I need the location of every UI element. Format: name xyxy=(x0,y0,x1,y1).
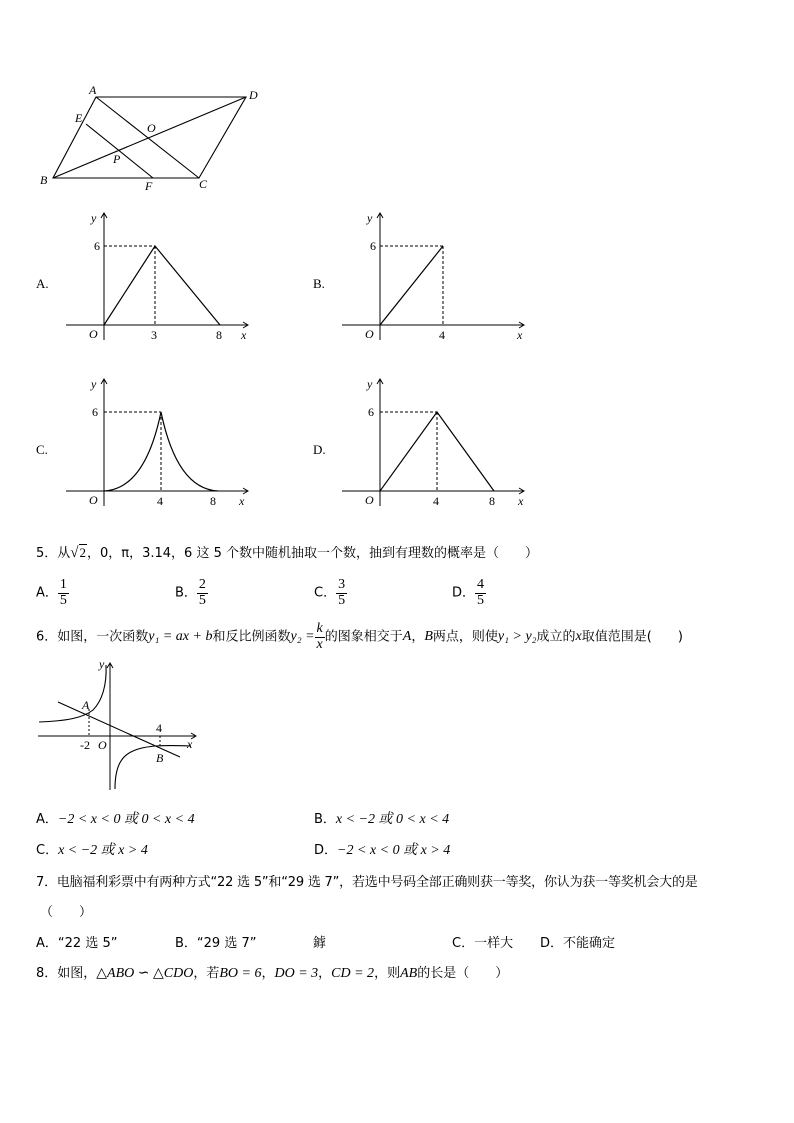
q5-option-b[interactable] xyxy=(175,578,208,608)
label-B: B xyxy=(40,173,48,187)
x-axis-label: x xyxy=(518,494,524,508)
q6-option-letter: C． xyxy=(36,843,59,858)
q7-option-letter: D． xyxy=(540,936,564,951)
parallelogram-figure xyxy=(35,80,275,195)
denominator: 5 xyxy=(477,592,485,608)
q6-option-letter: B． xyxy=(314,812,336,827)
q8-text-1: 8．如图， xyxy=(36,966,97,981)
numerator: k xyxy=(316,621,323,636)
q8-text-6: 的长是（ ） xyxy=(417,966,509,981)
x-tick-8: 8 xyxy=(489,494,495,508)
label-D: D xyxy=(249,88,258,102)
graph-option-c-letter: C. xyxy=(36,442,48,457)
question-6 xyxy=(36,622,683,652)
x-axis-label: x xyxy=(241,328,247,342)
q5-option-a[interactable] xyxy=(36,578,69,608)
label-C: C xyxy=(199,177,208,191)
y-axis-label: y xyxy=(367,377,373,391)
fraction xyxy=(336,578,347,608)
q6-inverse-function: y₂ = xyxy=(290,628,315,644)
label-P: P xyxy=(113,152,121,166)
origin-label: O xyxy=(89,327,98,341)
q5-option-c[interactable] xyxy=(314,578,347,608)
graph-option-d-letter: D. xyxy=(313,442,326,457)
q7-option-c[interactable] xyxy=(452,936,513,952)
q7-option-text: “29 选 7” xyxy=(196,936,257,951)
y-axis-label: y xyxy=(91,377,97,391)
question-5 xyxy=(36,544,538,562)
q6-option-text: x < −2 或 0 < x < 4 xyxy=(335,812,450,827)
q6-option-letter: A． xyxy=(36,812,58,827)
x-tick-8: 8 xyxy=(210,494,216,508)
q7-option-letter: A． xyxy=(36,936,58,951)
q8-similarity: △ABO ∽ △CDO xyxy=(96,966,194,981)
origin-label: O xyxy=(89,493,98,507)
q6-option-b[interactable] xyxy=(314,812,449,829)
q6-text-7: 取值范围是( ) xyxy=(581,629,683,645)
q5-option-letter: A． xyxy=(36,585,58,601)
q7-option-a[interactable] xyxy=(36,936,117,952)
denominator: 5 xyxy=(338,592,346,608)
fraction xyxy=(475,578,486,608)
x-tick-4: 4 xyxy=(156,721,162,735)
graph-option-b xyxy=(336,205,536,345)
q5-text: ，0，π，3.14，6 这 5 个数中随机抽取一个数，抽到有理数的概率是（ ） xyxy=(87,546,538,561)
numerator: 1 xyxy=(59,577,67,592)
q8-text-5: ，则 xyxy=(374,966,401,981)
y-tick-6: 6 xyxy=(92,405,98,419)
x-tick-4: 4 xyxy=(433,494,439,508)
q6-text-2: 和反比例函数 xyxy=(212,629,291,645)
q6-text-6: 成立的 xyxy=(536,629,576,645)
numerator: 4 xyxy=(477,577,485,592)
question-8 xyxy=(36,966,508,983)
denominator: 5 xyxy=(59,592,67,608)
q7-stray-glyph xyxy=(313,936,326,952)
y-tick-6: 6 xyxy=(370,239,376,253)
numerator: 2 xyxy=(198,577,206,592)
q6-option-a[interactable] xyxy=(36,812,195,829)
q6-option-letter: D． xyxy=(314,843,338,858)
q6-inequality: y₁ > y₂ xyxy=(497,628,537,644)
q8-text-4: ， xyxy=(318,966,332,981)
q5-option-letter: B． xyxy=(175,585,197,601)
q6-figure xyxy=(36,655,206,795)
q5-option-letter: D． xyxy=(452,585,476,601)
q5-number: 5．从 xyxy=(36,546,71,561)
label-A: A xyxy=(89,83,97,97)
x-tick-4: 4 xyxy=(439,328,445,342)
fraction xyxy=(197,578,208,608)
label-E: E xyxy=(75,111,83,125)
x-axis-label: x xyxy=(239,494,245,508)
q7-option-letter: C． xyxy=(452,936,475,951)
x-tick-neg2: -2 xyxy=(80,738,90,752)
q6-option-text: −2 < x < 0 或 0 < x < 4 xyxy=(57,812,195,827)
graph-option-c xyxy=(60,371,260,511)
q6-text-4: ， xyxy=(411,629,425,645)
x-tick-8: 8 xyxy=(216,328,222,342)
q6-text-5: 两点，则使 xyxy=(432,629,498,645)
q8-text-2: ，若 xyxy=(193,966,220,981)
x-axis-label: x xyxy=(517,328,523,342)
q8-condition-do: DO = 3 xyxy=(274,966,319,981)
denominator: 5 xyxy=(198,592,206,608)
graph-option-a-letter: A. xyxy=(36,276,49,291)
x-tick-4: 4 xyxy=(157,494,163,508)
q6-text-3: 的图象相交于 xyxy=(324,629,403,645)
q5-option-letter: C． xyxy=(314,585,337,601)
q7-option-d[interactable] xyxy=(540,936,615,952)
y-tick-6: 6 xyxy=(94,239,100,253)
q7-option-letter: B． xyxy=(175,936,197,951)
q6-option-text: x < −2 或 x > 4 xyxy=(58,843,148,858)
graph-option-b-letter: B. xyxy=(313,276,325,291)
q7-option-text: “22 选 5” xyxy=(57,936,118,951)
q6-text-1: 6．如图，一次函数 xyxy=(36,629,149,645)
sqrt-2: √2 xyxy=(70,545,87,561)
q6-point-b: B xyxy=(424,628,433,644)
q6-fraction xyxy=(315,622,325,652)
q5-option-d[interactable] xyxy=(452,578,486,608)
q6-linear-function: y₁ = ax + b xyxy=(148,628,213,644)
q8-condition-bo: BO = 6 xyxy=(219,966,262,981)
numerator: 3 xyxy=(338,577,346,592)
q7-option-text: 一样大 xyxy=(474,936,514,951)
graph-option-a xyxy=(60,205,260,345)
q7-option-text: 不能确定 xyxy=(563,936,616,951)
q8-segment-ab: AB xyxy=(400,966,418,981)
question-7-line-1: 7．电脑福利彩票中有两种方式“22 选 5”和“29 选 7”，若选中号码全部正确则获一等奖，你认为获一等奖机会大的是 xyxy=(36,875,698,890)
label-O: O xyxy=(147,121,156,135)
q6-variable-x: x xyxy=(575,628,582,644)
label-F: F xyxy=(145,179,153,193)
y-axis-label: y xyxy=(91,211,97,225)
question-7-line-2: （ ） xyxy=(40,905,93,920)
x-tick-3: 3 xyxy=(151,328,157,342)
q7-stray-text: 鎼 xyxy=(313,936,327,951)
y-axis-label: y xyxy=(99,657,105,671)
denominator: x xyxy=(316,636,323,652)
fraction xyxy=(58,578,69,608)
graph-option-d xyxy=(336,371,536,511)
q6-option-c[interactable] xyxy=(36,843,148,860)
q6-point-a: A xyxy=(402,628,412,644)
origin-label: O xyxy=(365,327,374,341)
q7-option-b[interactable] xyxy=(175,936,256,952)
y-axis-label: y xyxy=(367,211,373,225)
y-tick-6: 6 xyxy=(368,405,374,419)
q6-option-d[interactable] xyxy=(314,843,450,860)
q8-text-3: ， xyxy=(261,966,275,981)
point-a-label: A xyxy=(82,698,90,712)
q6-option-text: −2 < x < 0 或 x > 4 xyxy=(337,843,451,858)
point-b-label: B xyxy=(156,751,164,765)
x-axis-label: x xyxy=(187,737,193,751)
origin-label: O xyxy=(98,738,107,752)
origin-label: O xyxy=(365,493,374,507)
q8-condition-cd: CD = 2 xyxy=(331,966,375,981)
sqrt-radicand: 2 xyxy=(79,545,87,560)
